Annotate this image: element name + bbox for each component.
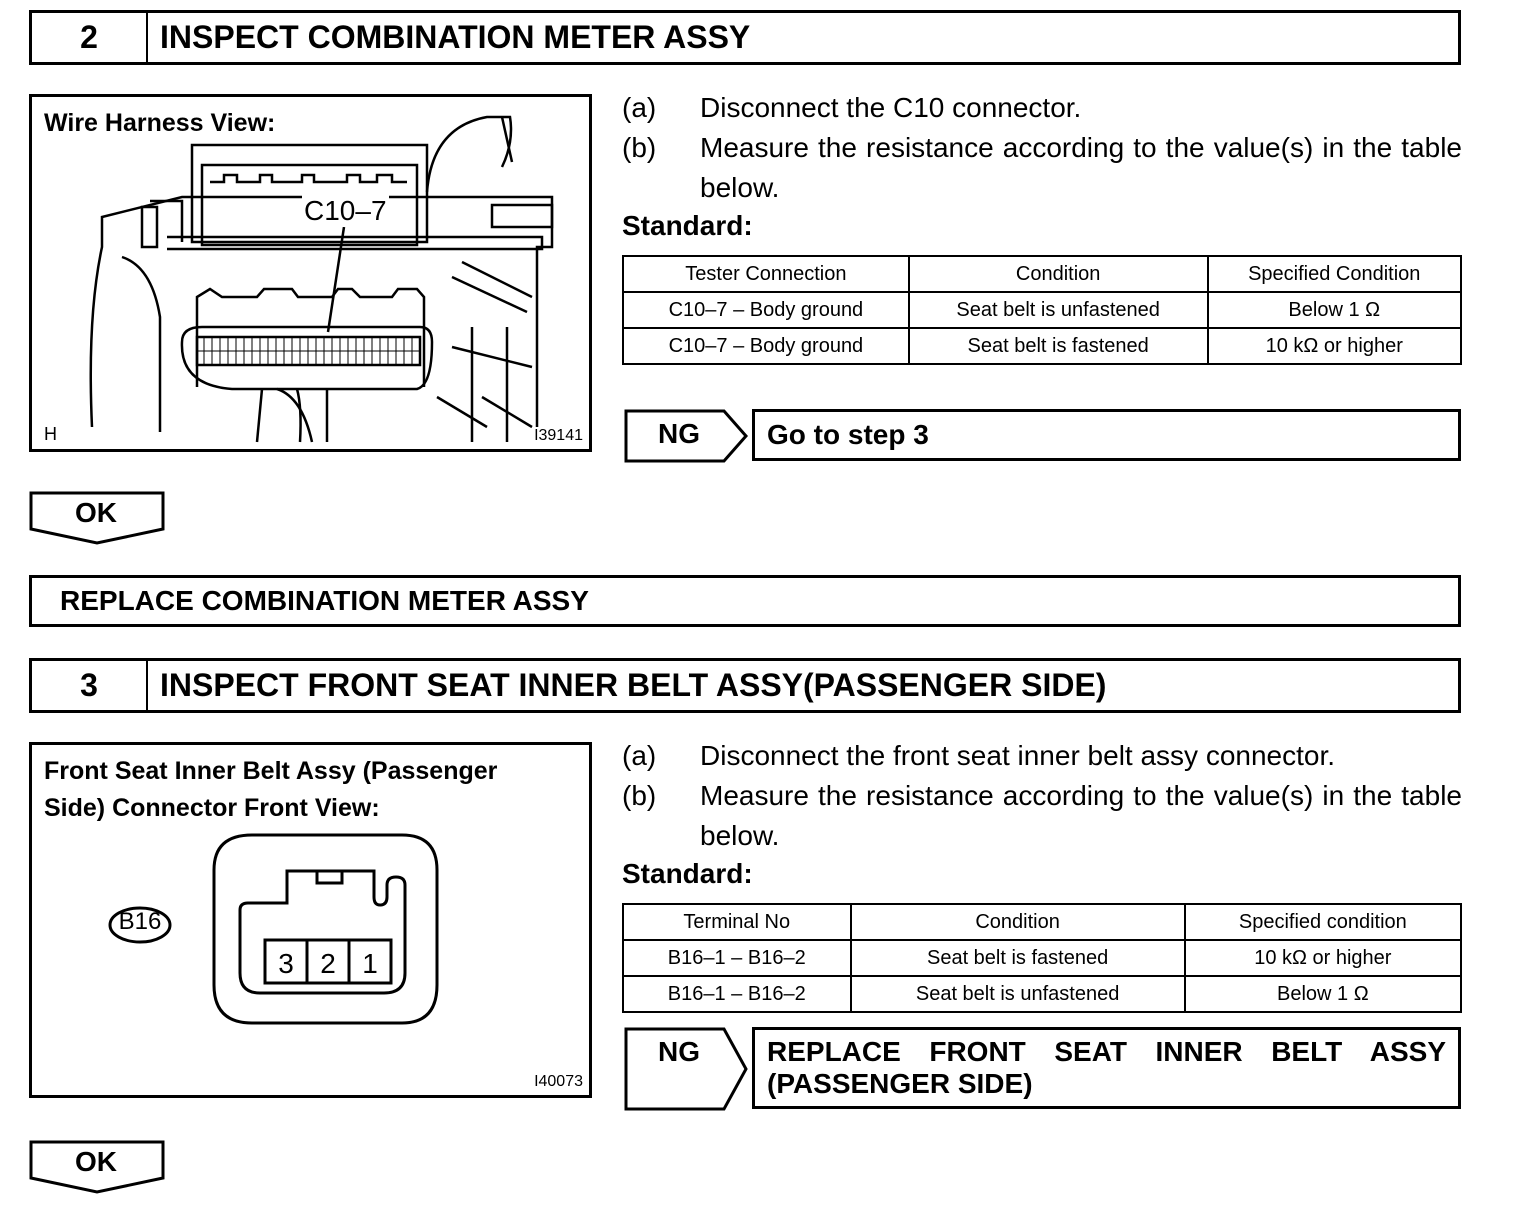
step-2-title: INSPECT COMBINATION METER ASSY xyxy=(160,19,751,55)
ng-action-text: Go to step 3 xyxy=(752,409,1461,461)
table-cell: 10 kΩ or higher xyxy=(1208,328,1461,364)
table-row xyxy=(623,328,1461,364)
wire-harness-figure xyxy=(29,94,592,452)
table-header-cell: Specified Condition xyxy=(1208,256,1461,292)
instruction-text: Measure the resistance according to the value(s) in the table below. xyxy=(700,780,1462,851)
table-cell: Below 1 Ω xyxy=(1185,976,1461,1012)
table-header-cell: Terminal No xyxy=(623,904,851,940)
connector-callout-label: C10–7 xyxy=(304,195,387,226)
step-2-instruction-b xyxy=(622,128,1462,208)
instruction-text: Measure the resistance according to the value(s) in the table below. xyxy=(700,132,1462,203)
table-cell: Seat belt is fastened xyxy=(851,940,1185,976)
ng-tag: NG xyxy=(658,418,700,449)
step-2-ng-branch[interactable] xyxy=(624,409,1464,463)
seat-belt-connector-figure xyxy=(29,742,592,1098)
table-header-cell: Condition xyxy=(851,904,1185,940)
step-3-spec-table xyxy=(622,903,1462,1013)
instruction-label: (b) xyxy=(622,780,657,811)
table-header-row xyxy=(623,904,1461,940)
step-2-ok-branch[interactable] xyxy=(29,491,167,547)
step-3-instruction-a xyxy=(622,736,1462,776)
step-3-ng-branch[interactable] xyxy=(624,1027,1464,1111)
figure-corner-mark: H xyxy=(44,424,57,444)
table-cell: C10–7 – Body ground xyxy=(623,292,909,328)
figure-id: I39141 xyxy=(534,427,583,444)
ng-tag: NG xyxy=(658,1036,700,1067)
table-header-cell: Specified condition xyxy=(1185,904,1461,940)
table-cell: Seat belt is unfastened xyxy=(851,976,1185,1012)
step-2-spec-table xyxy=(622,255,1462,365)
table-row xyxy=(623,976,1461,1012)
ok-label: OK xyxy=(75,497,117,528)
step-3-ok-branch[interactable] xyxy=(29,1140,167,1196)
step-3-header xyxy=(29,658,1461,713)
connector-code-label: B16 xyxy=(118,908,162,935)
replace-combination-meter-bar: REPLACE COMBINATION METER ASSY xyxy=(29,575,1461,627)
pin-label: 3 xyxy=(278,948,294,979)
table-cell: B16–1 – B16–2 xyxy=(623,976,851,1012)
figure-title: Wire Harness View: xyxy=(44,109,276,137)
figure-title-line: Side) Connector Front View: xyxy=(44,794,380,822)
table-header-cell: Tester Connection xyxy=(623,256,909,292)
table-cell: Below 1 Ω xyxy=(1208,292,1461,328)
instruction-text: Disconnect the front seat inner belt assy connector. xyxy=(700,740,1336,771)
figure-title-line: Front Seat Inner Belt Assy (Passenger xyxy=(44,757,498,785)
step-3-title: INSPECT FRONT SEAT INNER BELT ASSY(PASSENGER SIDE) xyxy=(160,667,1107,703)
instruction-label: (a) xyxy=(622,740,657,771)
step-3-number: 3 xyxy=(32,661,148,710)
instruction-label: (b) xyxy=(622,132,657,163)
step-2-header xyxy=(29,10,1461,65)
ng-action-text xyxy=(752,1027,1461,1109)
step-2-instruction-a xyxy=(622,88,1462,128)
step-3-instruction-b xyxy=(622,776,1462,856)
combination-meter-connector-drawing xyxy=(32,97,589,449)
instruction-text: Disconnect the C10 connector. xyxy=(700,92,1082,123)
table-cell: C10–7 – Body ground xyxy=(623,328,909,364)
step-2-number: 2 xyxy=(32,13,148,62)
table-cell: 10 kΩ or higher xyxy=(1185,940,1461,976)
ng-action-line: (PASSENGER SIDE) xyxy=(767,1068,1033,1099)
pin-label: 2 xyxy=(320,948,336,979)
step-2-standard-label: Standard: xyxy=(622,210,753,241)
instruction-label: (a) xyxy=(622,92,657,123)
table-cell: Seat belt is fastened xyxy=(909,328,1208,364)
table-row xyxy=(623,292,1461,328)
figure-id: I40073 xyxy=(534,1073,583,1090)
table-cell: B16–1 – B16–2 xyxy=(623,940,851,976)
table-cell: Seat belt is unfastened xyxy=(909,292,1208,328)
pin-label: 1 xyxy=(362,948,378,979)
ok-label: OK xyxy=(75,1146,117,1177)
step-3-standard-label: Standard: xyxy=(622,858,753,889)
ng-action-line: REPLACE FRONT SEAT INNER BELT ASSY xyxy=(767,1036,1446,1067)
table-header-cell: Condition xyxy=(909,256,1208,292)
table-row xyxy=(623,940,1461,976)
table-header-row xyxy=(623,256,1461,292)
